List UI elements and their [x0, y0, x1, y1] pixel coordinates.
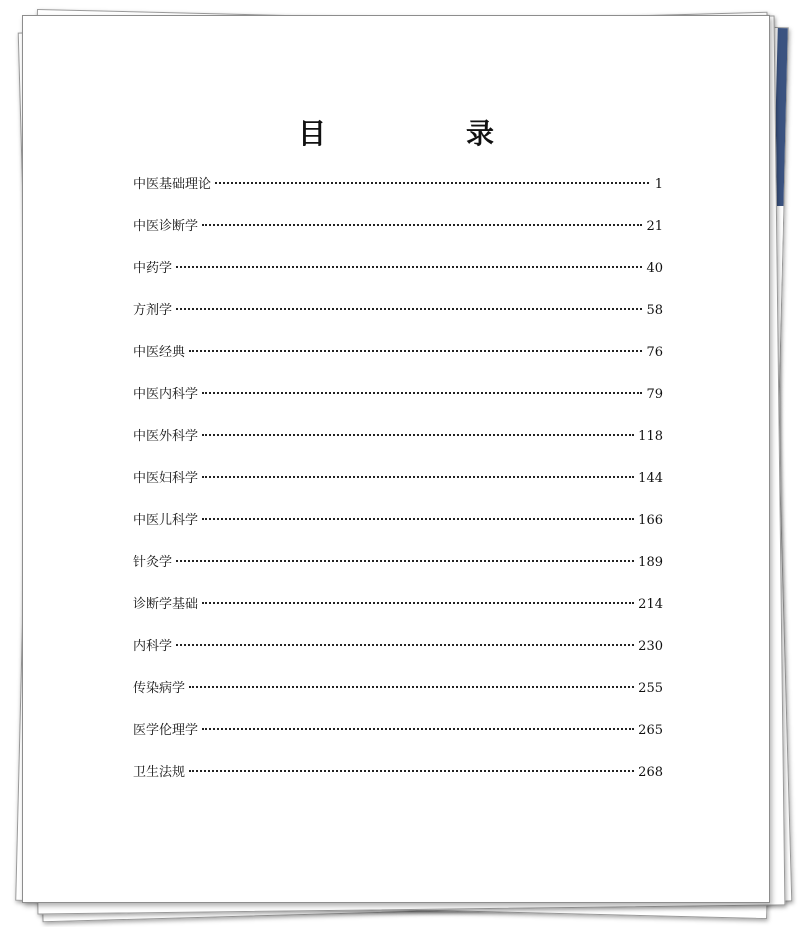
toc-entry-title: 医学伦理学	[133, 723, 199, 738]
toc-entry-title: 中药学	[133, 261, 173, 276]
toc-entry-page-number: 230	[638, 639, 663, 654]
toc-entry-page-number: 255	[638, 681, 663, 696]
dot-leader	[202, 602, 634, 604]
toc-entry[interactable]	[133, 383, 663, 425]
toc-entry[interactable]	[133, 551, 663, 593]
toc-entry[interactable]	[133, 173, 663, 215]
toc-entry[interactable]	[133, 719, 663, 761]
toc-entry[interactable]	[133, 593, 663, 635]
dot-leader	[189, 770, 634, 772]
toc-entry-page-number: 144	[638, 471, 663, 486]
toc-entry[interactable]	[133, 761, 663, 803]
toc-entry-page-number: 268	[638, 765, 663, 780]
toc-entry-title: 中医外科学	[133, 429, 199, 444]
toc-entry-title: 卫生法规	[133, 765, 186, 780]
toc-entry-title: 中医诊断学	[133, 219, 199, 234]
dot-leader	[202, 728, 634, 730]
toc-entry-page-number: 1	[654, 177, 663, 192]
dot-leader	[189, 686, 634, 688]
dot-leader	[189, 350, 642, 352]
toc-entry-page-number: 166	[638, 513, 663, 528]
toc-entry-title: 中医基础理论	[133, 177, 212, 192]
toc-entry-title: 内科学	[133, 639, 173, 654]
toc-entry-page-number: 189	[638, 555, 663, 570]
toc-entry-page-number: 76	[646, 345, 663, 360]
toc-entry-title: 中医经典	[133, 345, 186, 360]
dot-leader	[176, 308, 642, 310]
toc-entry-title: 中医儿科学	[133, 513, 199, 528]
dot-leader	[202, 392, 642, 394]
toc-entry-title: 传染病学	[133, 681, 186, 696]
dot-leader	[176, 560, 634, 562]
toc-entry-title: 方剂学	[133, 303, 173, 318]
toc-entry[interactable]	[133, 425, 663, 467]
toc-entry[interactable]	[133, 635, 663, 677]
toc-entry-page-number: 79	[646, 387, 663, 402]
toc-entry[interactable]	[133, 341, 663, 383]
toc-entry-page-number: 118	[638, 429, 663, 444]
dot-leader	[176, 266, 642, 268]
dot-leader	[202, 224, 642, 226]
toc-entry-title: 针灸学	[133, 555, 173, 570]
dot-leader	[215, 182, 649, 184]
toc-entry[interactable]	[133, 509, 663, 551]
toc-entry-page-number: 265	[638, 723, 663, 738]
toc-entry[interactable]	[133, 215, 663, 257]
toc-entry-page-number: 58	[646, 303, 663, 318]
dot-leader	[202, 476, 634, 478]
toc-entry-page-number: 214	[638, 597, 663, 612]
dot-leader	[202, 518, 634, 520]
toc-entry-page-number: 21	[646, 219, 663, 234]
toc-page	[22, 15, 770, 903]
toc-entry-title: 中医内科学	[133, 387, 199, 402]
toc-entry-page-number: 40	[646, 261, 663, 276]
toc-entry[interactable]	[133, 257, 663, 299]
toc-entry-title: 中医妇科学	[133, 471, 199, 486]
toc-entry[interactable]	[133, 467, 663, 509]
toc-entry[interactable]	[133, 299, 663, 341]
page-title: 目 录	[297, 117, 550, 150]
dot-leader	[202, 434, 634, 436]
toc-entry-title: 诊断学基础	[133, 597, 199, 612]
toc-entry[interactable]	[133, 677, 663, 719]
dot-leader	[176, 644, 634, 646]
toc-list	[133, 173, 663, 803]
